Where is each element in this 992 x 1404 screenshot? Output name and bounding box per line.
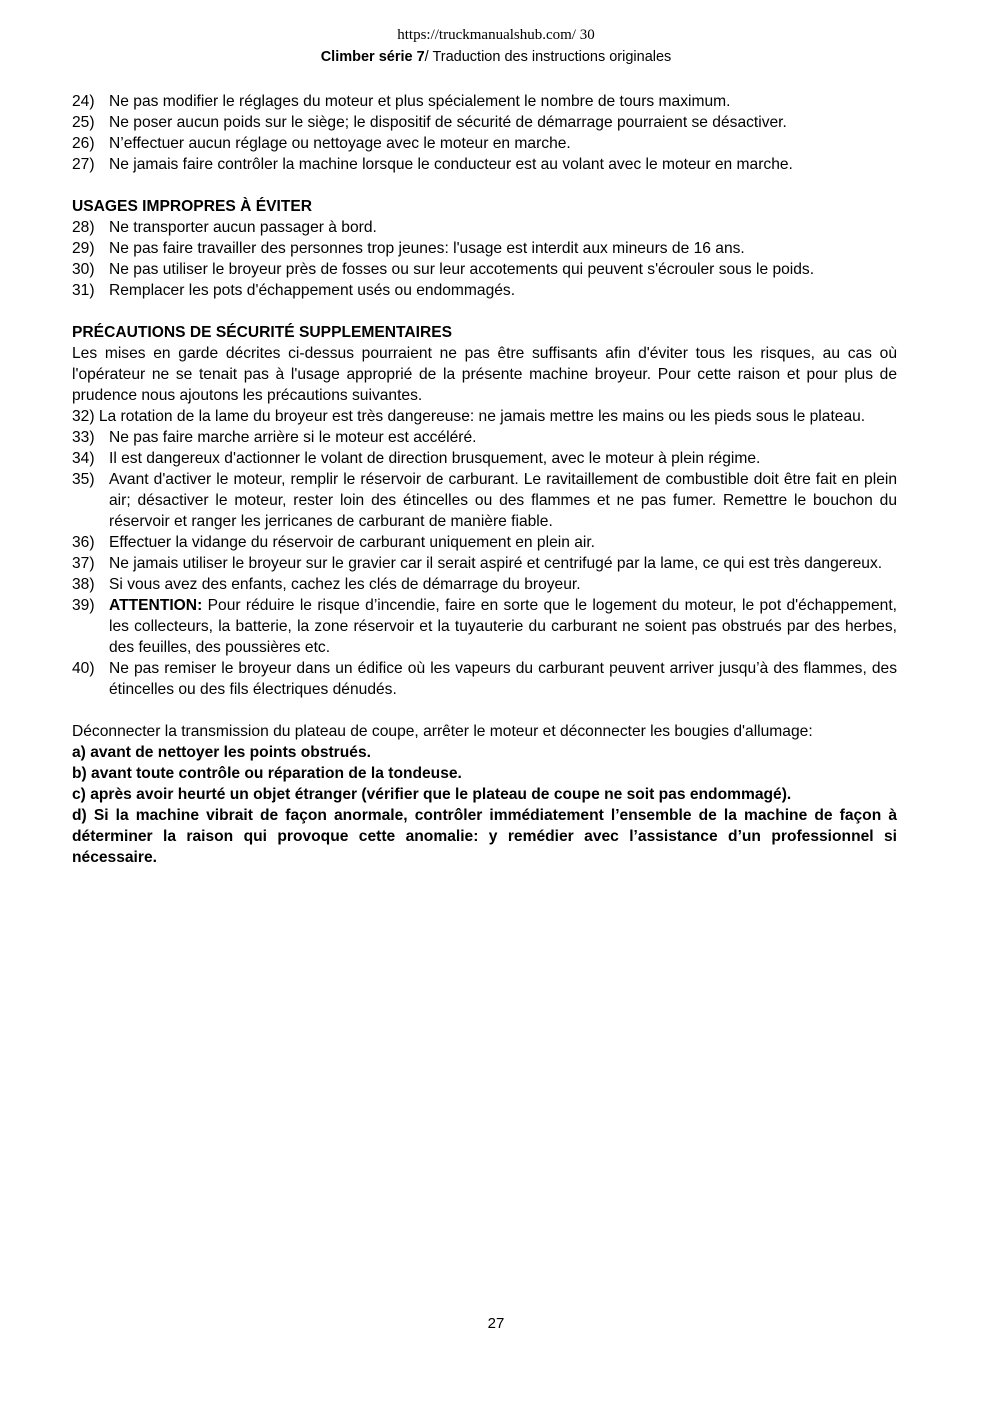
model-name: Climber série 7 xyxy=(320,49,425,65)
list-item-attention xyxy=(72,595,897,658)
spacer xyxy=(72,700,897,721)
list-item xyxy=(72,112,897,133)
list-item xyxy=(72,259,897,280)
list-item xyxy=(72,91,897,112)
item-number: 30) xyxy=(72,261,95,278)
item-number: 27) xyxy=(72,156,95,173)
item-text: Ne pas utiliser le broyeur près de fosses ou sur leur accotements qui peuvent s'écrouler sous le poids. xyxy=(109,261,815,278)
item-number: 35) xyxy=(72,471,95,488)
attention-label: ATTENTION: xyxy=(109,597,203,614)
safety-list-24-27 xyxy=(72,91,897,175)
disconnect-instructions: Déconnecter la transmission du plateau de coupe, arrêter le moteur et déconnecter les bougies d'allumage: xyxy=(72,723,813,740)
page-number: 27 xyxy=(487,1315,505,1332)
item-text: Pour réduire le risque d’incendie, faire en sorte que le logement du moteur, le pot d'échappement, les collecteurs, la batterie, la zone réservoir et la tuyauterie du carburant ne soient pas obstrués par des herbes, des feuilles, des poussières etc. xyxy=(109,597,897,656)
item-text: Ne pas faire marche arrière si le moteur est accéléré. xyxy=(109,429,477,446)
list-item xyxy=(72,238,897,259)
item-text: Avant d'activer le moteur, remplir le réservoir de carburant. Le ravitaillement de combustible doit être fait en plein air; désactiver le moteur, rester loin des étincelles ou des flammes et ne pas fumer. Remettre le bouchon du réservoir et ranger les jerricanes de carburant de manière fiable. xyxy=(109,471,897,530)
list-item xyxy=(72,469,897,532)
item-text: Ne jamais utiliser le broyeur sur le gravier car il serait aspiré et centrifugé par la lame, ce qui est très dangereux. xyxy=(109,555,883,572)
item-number: 31) xyxy=(72,282,95,299)
list-item xyxy=(72,658,897,700)
item-text: Il est dangereux d'actionner le volant de direction brusquement, avec le moteur à plein régime. xyxy=(109,450,761,467)
item-text: Remplacer les pots d'échappement usés ou endommagés. xyxy=(109,282,516,299)
section-heading-additional-precautions: PRÉCAUTIONS DE SÉCURITÉ SUPPLEMENTAIRES xyxy=(72,324,453,341)
item-number: 28) xyxy=(72,219,95,236)
translation-note: / Traduction des instructions originales xyxy=(424,49,672,65)
item-text: Ne pas remiser le broyeur dans un édifice où les vapeurs du carburant peuvent arriver jusqu’à des flammes, des étincelles ou des fils électriques dénudés. xyxy=(109,660,897,698)
precautions-list xyxy=(72,427,897,700)
list-item xyxy=(72,553,897,574)
section-heading-improper-uses: USAGES IMPROPRES À ÉVITER xyxy=(72,198,313,215)
list-item xyxy=(72,133,897,154)
item-number: 39) xyxy=(72,597,95,614)
item-number: 26) xyxy=(72,135,95,152)
item-number: 29) xyxy=(72,240,95,257)
item-text: Effectuer la vidange du réservoir de carburant uniquement en plein air. xyxy=(109,534,596,551)
instruction-b: b) avant toute contrôle ou réparation de la tondeuse. xyxy=(72,765,462,782)
source-url: https://truckmanualshub.com/ 30 xyxy=(397,27,595,43)
list-item xyxy=(72,574,897,595)
item-number: 24) xyxy=(72,93,95,110)
instruction-d: d) Si la machine vibrait de façon anormale, contrôler immédiatement l’ensemble de la machine de façon à déterminer la raison qui provoque cette anomalie: y remédier avec l’assistance d’un professionnel si nécessaire. xyxy=(72,807,897,866)
item-text: Ne pas faire travailler des personnes trop jeunes: l'usage est interdit aux mineurs de 16 ans. xyxy=(109,240,745,257)
item-number: 36) xyxy=(72,534,95,551)
item-number: 25) xyxy=(72,114,95,131)
item-text: Ne transporter aucun passager à bord. xyxy=(109,219,377,236)
item-text: Ne poser aucun poids sur le siège; le dispositif de sécurité de démarrage pourraient se désactiver. xyxy=(109,114,787,131)
item-number: 37) xyxy=(72,555,95,572)
list-item xyxy=(72,532,897,553)
item-text: Ne jamais faire contrôler la machine lorsque le conducteur est au volant avec le moteur en marche. xyxy=(109,156,793,173)
precautions-intro: Les mises en garde décrites ci-dessus pourraient ne pas être suffisants afin d'éviter tous les risques, au cas où l'opérateur ne se tenait pas à l'usage approprié de la présente machine broyeur. Pour cette raison et pour plus de prudence nous ajoutons les précautions suivantes. xyxy=(72,345,897,404)
list-item xyxy=(72,427,897,448)
improper-uses-list xyxy=(72,217,897,301)
item-number: 33) xyxy=(72,429,95,446)
item-number: 38) xyxy=(72,576,95,593)
item-number: 40) xyxy=(72,660,95,677)
item-number: 34) xyxy=(72,450,95,467)
item-text: Si vous avez des enfants, cachez les clés de démarrage du broyeur. xyxy=(109,576,581,593)
document-subtitle xyxy=(0,48,992,66)
instruction-c: c) après avoir heurté un objet étranger (vérifier que le plateau de coupe ne soit pas endommagé). xyxy=(72,786,792,803)
item-text: N’effectuer aucun réglage ou nettoyage avec le moteur en marche. xyxy=(109,135,571,152)
list-item xyxy=(72,448,897,469)
list-item xyxy=(72,280,897,301)
instruction-a: a) avant de nettoyer les points obstrués. xyxy=(72,744,371,761)
page-body xyxy=(72,91,897,868)
precaution-item-32: 32) La rotation de la lame du broyeur est très dangereuse: ne jamais mettre les mains ou les pieds sous le plateau. xyxy=(72,408,866,425)
item-text: Ne pas modifier le réglages du moteur et plus spécialement le nombre de tours maximum. xyxy=(109,93,731,110)
list-item xyxy=(72,217,897,238)
list-item xyxy=(72,154,897,175)
